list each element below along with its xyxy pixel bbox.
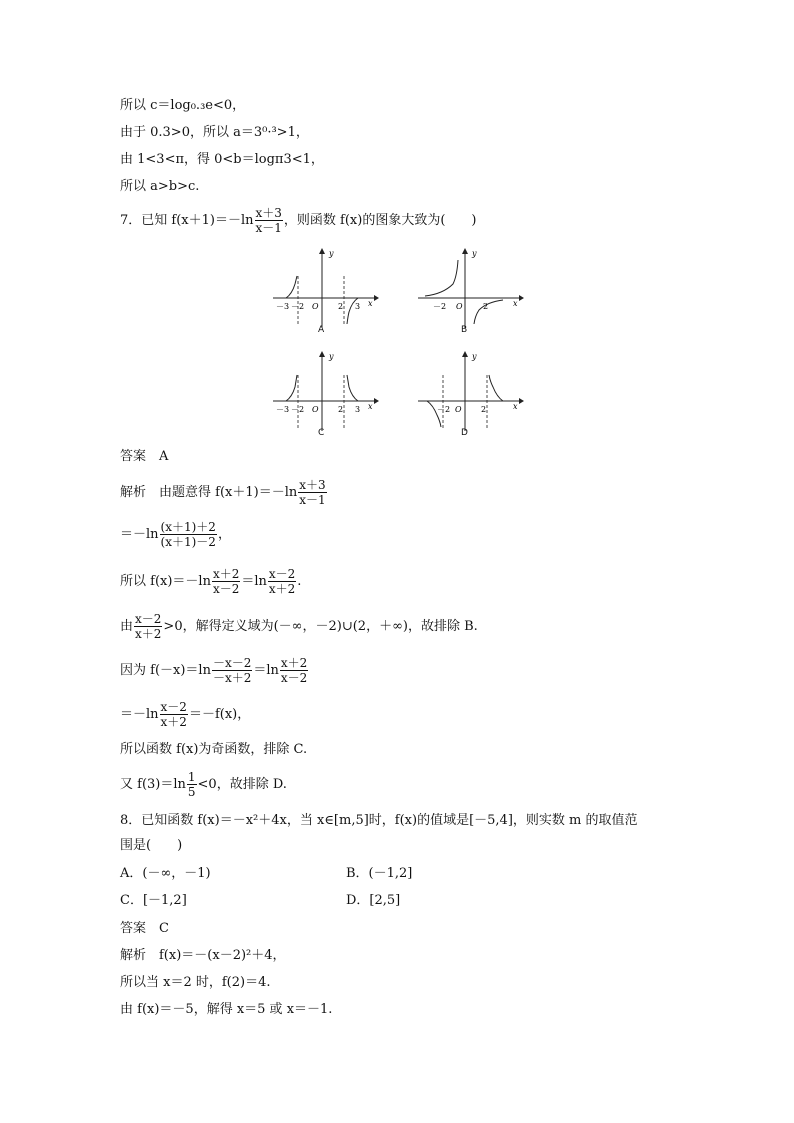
solution-7-line-4: 由 $\frac{x-2}{x+2}$ >0，解得定义域为(－∞，－2)∪(2，＋∞)，故排除 B. — [120, 612, 478, 641]
solution-7-line-7: 所以函数 f(x)为奇函数，排除 C. — [120, 742, 308, 757]
fraction: $\frac{x-2}{x+2}$ — [268, 567, 296, 596]
x-axis-label: x — [513, 402, 518, 411]
graph-label: C — [318, 428, 325, 438]
origin-label: O — [455, 405, 462, 414]
fraction: $\frac{x+2}{x-2}$ — [212, 567, 240, 596]
option-b: B．(－1,2] — [346, 866, 413, 881]
text-line-1: 所以 c＝log₀.₃e<0， — [120, 98, 246, 113]
text-line-4: 所以 a>b>c. — [120, 179, 200, 194]
fraction: $\frac{x+3}{x-1}$ — [299, 478, 326, 507]
tick-label: －3 — [276, 405, 290, 414]
fraction: $\frac{x-2}{x+2}$ — [135, 612, 162, 641]
graph-label: D — [461, 428, 468, 438]
option-d: D．[2,5] — [346, 893, 401, 908]
solution-8-line-2: 所以当 x＝2 时，f(2)＝4. — [120, 975, 271, 990]
graph-b — [413, 246, 525, 334]
solution-8-line-3: 由 f(x)＝－5，解得 x＝5 或 x＝－1. — [120, 1002, 333, 1017]
origin-label: O — [456, 302, 463, 311]
tick-label: －2 — [291, 302, 305, 311]
answer-8: 答案 C — [120, 921, 169, 936]
question-7: 7．已知 f(x＋1)＝－ln $\frac{x+3}{x-1}$ ，则函数 f(x)的图象大致为( ) — [120, 206, 477, 235]
question-8-line-2: 围是( ) — [120, 838, 183, 853]
tick-label: －2 — [433, 302, 447, 311]
y-axis-label: y — [472, 249, 477, 258]
tick-label: 2 — [481, 405, 487, 414]
question-8-line-1: 8．已知函数 f(x)＝－x²＋4x，当 x∈[m,5]时，f(x)的值域是[－5,4]，则实数 m 的取值范 — [120, 813, 638, 828]
solution-7-line-5: 因为 f(－x)＝ln $\frac{-x-2}{-x+2}$ ＝ln $\frac{x+2}{x-2}$ — [120, 656, 308, 685]
answer-graphs — [268, 246, 530, 446]
graph-c — [268, 349, 380, 437]
graph-a — [268, 246, 380, 334]
text-line-2: 由于 0.3>0，所以 a＝3⁰·³>1， — [120, 125, 309, 140]
tick-label: 2 — [338, 302, 344, 311]
graph-b-svg — [413, 246, 525, 334]
option-c: C．[－1,2] — [120, 893, 187, 908]
graph-c-svg — [268, 349, 380, 437]
tick-label: －2 — [291, 405, 305, 414]
graph-d — [413, 349, 525, 437]
fraction: $\frac{x-2}{x+2}$ — [160, 700, 187, 729]
y-axis-label: y — [472, 352, 477, 361]
tick-label: －3 — [276, 302, 290, 311]
graph-label: A — [318, 325, 325, 335]
x-axis-label: x — [513, 299, 518, 308]
fraction: $\frac{x+3}{x-1}$ — [255, 206, 282, 235]
solution-7-line-2: ＝－ln $\frac{(x+1)+2}{(x+1)-2}$ ， — [120, 520, 231, 549]
option-a: A．(－∞，－1) — [120, 866, 211, 881]
origin-label: O — [312, 405, 319, 414]
graph-a-svg — [268, 246, 380, 334]
tick-label: 2 — [483, 302, 489, 311]
graph-label: B — [461, 325, 468, 335]
fraction: $\frac{-x-2}{-x+2}$ — [212, 656, 252, 685]
graph-d-svg — [413, 349, 525, 437]
answer-7: 答案 A — [120, 449, 169, 464]
tick-label: 2 — [338, 405, 344, 414]
y-axis-label: y — [329, 249, 334, 258]
fraction: $\frac{1}{5}$ — [187, 770, 196, 799]
x-axis-label: x — [368, 299, 373, 308]
tick-label: －2 — [437, 405, 451, 414]
solution-7-line-8: 又 f(3)＝ln $\frac{1}{5}$ <0，故排除 D. — [120, 770, 287, 799]
fraction: $\frac{x+2}{x-2}$ — [280, 656, 308, 685]
solution-7-line-1: 解析 由题意得 f(x＋1)＝－ln $\frac{x+3}{x-1}$ — [120, 478, 326, 507]
solution-7-line-6: ＝－ln $\frac{x-2}{x+2}$ ＝－f(x)， — [120, 700, 251, 729]
origin-label: O — [312, 302, 319, 311]
solution-8-line-1: 解析 f(x)＝－(x－2)²＋4， — [120, 948, 286, 963]
tick-label: 3 — [355, 302, 361, 311]
solution-7-line-3: 所以 f(x)＝－ln $\frac{x+2}{x-2}$ ＝ln $\frac{x-2}{x+2}$ . — [120, 567, 302, 596]
x-axis-label: x — [368, 402, 373, 411]
tick-label: 3 — [355, 405, 361, 414]
fraction: $\frac{(x+1)+2}{(x+1)-2}$ — [160, 520, 216, 549]
text-line-3: 由 1<3<π，得 0<b＝logπ3<1， — [120, 152, 324, 167]
y-axis-label: y — [329, 352, 334, 361]
